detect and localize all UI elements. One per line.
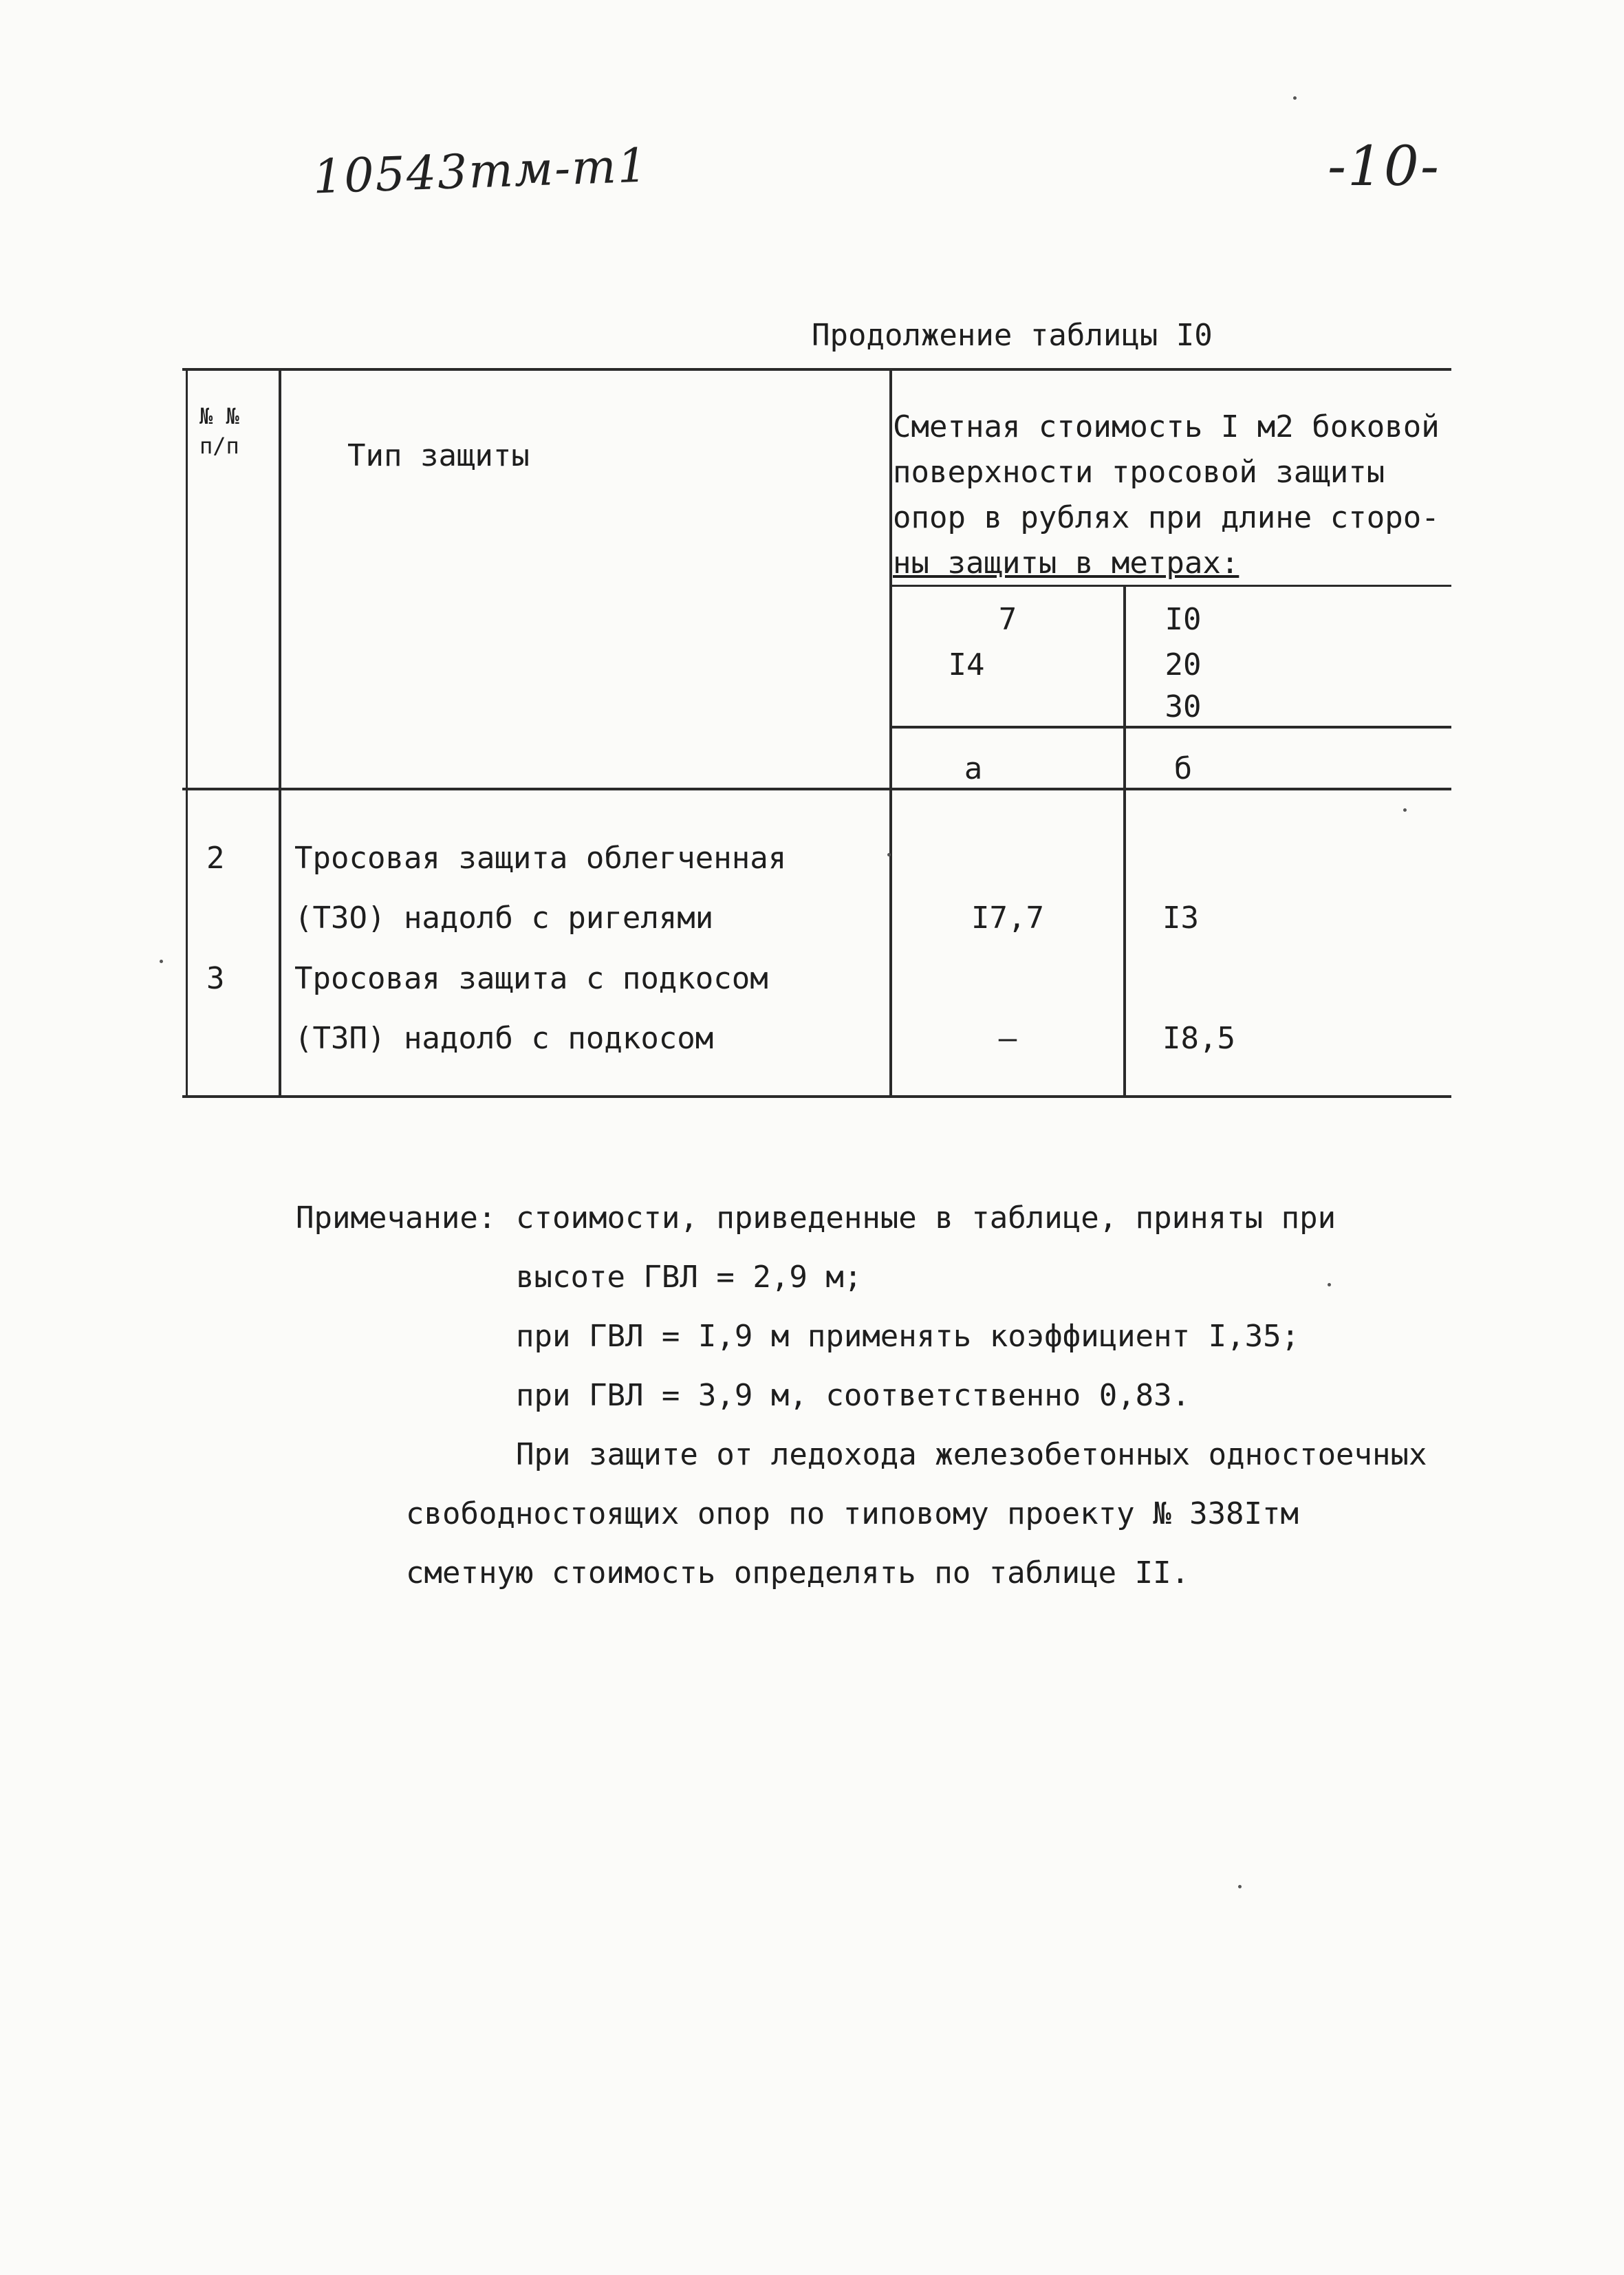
row-type-line1: Тросовая защита облегченная [294,841,787,876]
note-line: при ГВЛ = 3,9 м, соответственно 0,83. [516,1378,1191,1413]
sub-a-letter: а [964,751,983,786]
num-col-divider [279,368,281,1097]
row-value-a: I7,7 [971,901,1044,936]
header-cost-line4: ны защиты в метрах: [893,546,1239,581]
row-value-a: – [998,1021,1017,1056]
header-cost-line1: Сметная стоимость I м2 боковой [893,409,1440,444]
page-number: -10- [1328,134,1440,198]
scan-speck [887,853,891,856]
sub-b-value-2: 20 [1165,647,1202,682]
row-num: 3 [206,961,225,996]
note-paragraph-line: сметную стоимость определять по таблице II. [406,1555,1190,1591]
header-cost-line2: поверхности тросовой защиты [893,455,1385,490]
sub-b-value-1: I0 [1165,602,1202,637]
row-num: 2 [206,841,225,876]
note-line: стоимости, приведенные в таблице, приняты при [516,1200,1336,1236]
sub-b-value-3: 30 [1165,689,1202,724]
sub-a-value-1: 7 [998,602,1017,637]
table-caption: Продолжение таблицы I0 [812,318,1213,353]
table-bottom-border [182,1095,1451,1098]
scan-speck [1328,1283,1331,1286]
document-code: 10543тм-т1 [312,138,650,205]
note-line: при ГВЛ = I,9 м применять коэффициент I,35; [516,1319,1300,1354]
sub-a-value-2: I4 [948,647,985,682]
scan-speck [1403,808,1407,812]
header-type: Тип защиты [347,438,530,473]
header-num-line1: № № [199,403,239,429]
table-top-border [182,368,1451,371]
note-paragraph-line: При защите от ледохода железобетонных одностоечных [516,1437,1427,1472]
row-value-b: I8,5 [1162,1021,1235,1056]
row-type-line2: (Т3П) надолб с подкосом [294,1021,714,1056]
scan-speck [1293,96,1297,100]
cost-col-divider [889,368,892,1097]
note-paragraph-line: свободностоящих опор по типовому проекту № 338Iтм [406,1496,1299,1531]
sub-col-divider [1123,585,1126,1097]
note-label: Примечание: [296,1200,497,1236]
header-num-line2: п/п [199,433,239,459]
row-type-line2: (Т3О) надолб с ригелями [294,901,714,936]
header-cost-line3: опор в рублях при длине сторо- [893,500,1440,535]
scan-speck [160,960,163,963]
table-header-bottom-border [182,788,1451,790]
row-type-line1: Тросовая защита с подкосом [294,961,768,996]
scan-speck [1238,1885,1242,1888]
row-value-b: I3 [1162,901,1199,936]
sub-b-letter: б [1173,751,1193,786]
table-left-border [186,368,188,1097]
note-line: высоте ГВЛ = 2,9 м; [516,1260,863,1295]
